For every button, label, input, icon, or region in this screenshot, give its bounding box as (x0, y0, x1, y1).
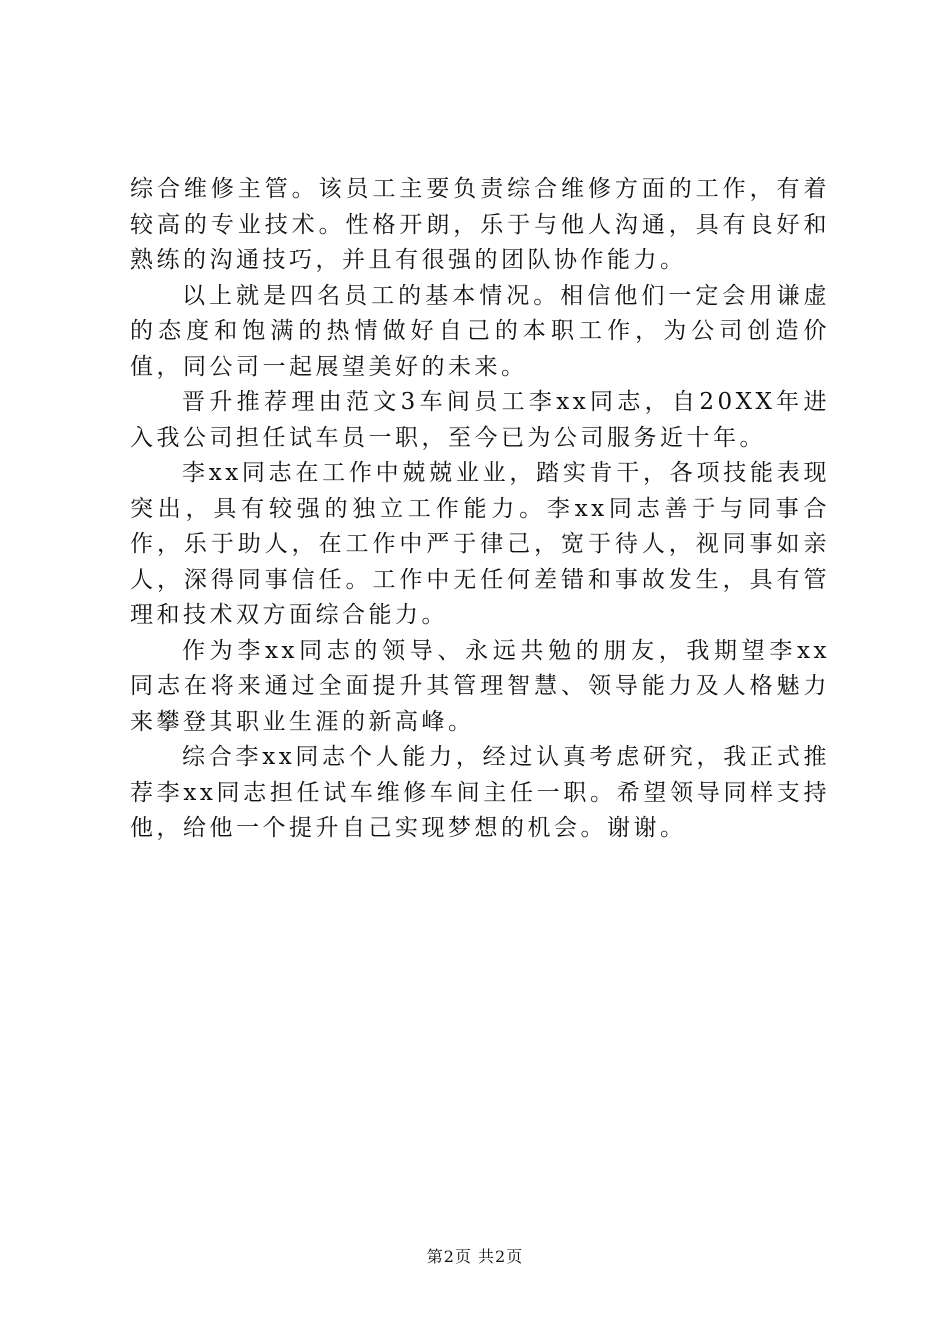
paragraph-5: 作为李xx同志的领导、永远共勉的朋友，我期望李xx同志在将来通过全面提升其管理智慧、领导能力及人格魅力来攀登其职业生涯的新高峰。 (130, 637, 830, 735)
document-body (130, 172, 830, 847)
page-footer: 第2页 共2页 (426, 1247, 524, 1266)
paragraph-1: 综合维修主管。该员工主要负责综合维修方面的工作，有着较高的专业技术。性格开朗，乐于与他人沟通，具有良好和熟练的沟通技巧，并且有很强的团队协作能力。 (130, 176, 830, 273)
paragraph-3: 晋升推荐理由范文3车间员工李xx同志，自20XX年进入我公司担任试车员一职，至今已为公司服务近十年。 (130, 389, 830, 451)
paragraph-2: 以上就是四名员工的基本情况。相信他们一定会用谦虚的态度和饱满的热情做好自己的本职工作，为公司创造价值，同公司一起展望美好的未来。 (130, 282, 830, 380)
paragraph-4: 李xx同志在工作中兢兢业业，踏实肯干，各项技能表现突出，具有较强的独立工作能力。李xx同志善于与同事合作，乐于助人，在工作中严于律己，宽于待人，视同事如亲人，深得同事信任。工作中无任何差错和事故发生，具有管理和技术双方面综合能力。 (130, 460, 830, 628)
paragraph-6: 综合李xx同志个人能力，经过认真考虑研究，我正式推荐李xx同志担任试车维修车间主任一职。希望领导同样支持他，给他一个提升自己实现梦想的机会。谢谢。 (130, 744, 830, 841)
